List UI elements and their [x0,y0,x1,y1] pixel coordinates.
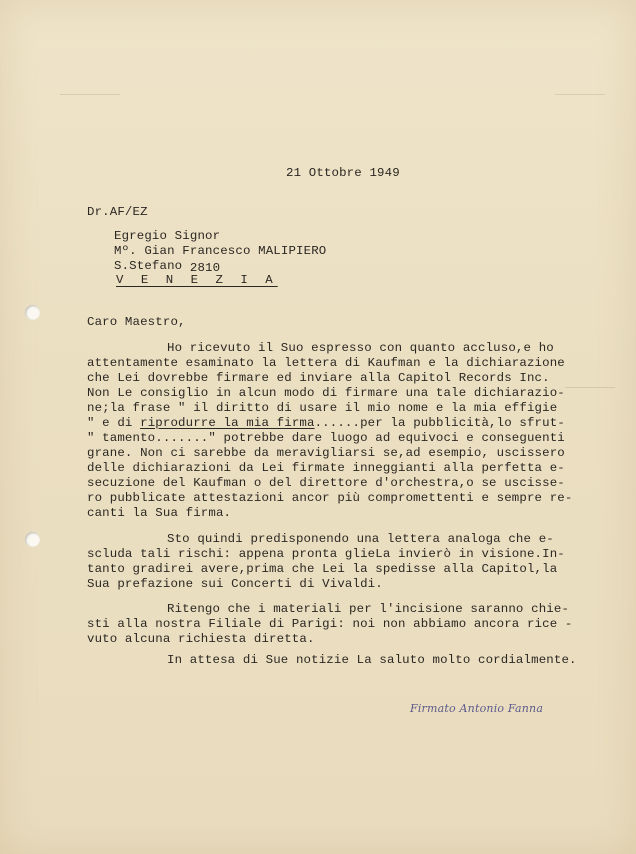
street-name: S.Stefano [114,259,183,273]
paragraph-line: grane. Non ci sarebbe da meravigliarsi se,ad esempio, uscissero [87,446,565,460]
paper-crease [565,387,615,388]
paragraph-line: ne;la frase " il diritto di usare il mio nome e la mia effigie [87,401,558,415]
punch-hole [25,532,40,547]
paragraph-line [87,416,565,431]
paragraph-line: vuto alcuna richiesta diretta. [87,632,315,646]
greeting: Caro Maestro, [87,315,186,329]
recipient-city: V E N E Z I A [116,273,278,287]
paper-crease [555,94,605,95]
paragraph-line: Non Le consiglio in alcun modo di firmare una tale dichiarazio- [87,386,565,400]
paragraph-line: attentamente esaminato la lettera di Kaufman e la dichiarazione [87,356,565,370]
paragraph-line: sti alla nostra Filiale di Parigi: noi non abbiamo ancora rice - [87,617,573,631]
paragraph-line: Ritengo che i materiali per l'incisione saranno chie- [167,602,570,616]
reference-code: Dr.AF/EZ [87,205,148,219]
paragraph-line: " tamento......." potrebbe dare luogo ad equivoci e conseguenti [87,431,565,445]
closing-line: In attesa di Sue notizie La saluto molto cordialmente. [167,653,577,667]
underlined-phrase: riprodurre la mia firma [140,416,315,430]
paragraph-line: Sua prefazione sui Concerti di Vivaldi. [87,577,383,591]
signature-stamp: Firmato Antonio Fanna [410,702,544,715]
recipient-name: Mº. Gian Francesco MALIPIERO [114,244,327,258]
punch-hole [25,305,40,320]
paragraph-line: canti la Sua firma. [87,506,232,520]
paper-crease [60,94,120,95]
paragraph-line: delle dichiarazioni da Lei firmate inneggianti alla perfetta e- [87,461,565,475]
paragraph-line: che Lei dovrebbe firmare ed inviare alla Capitol Records Inc. [87,371,550,385]
line-segment: " e di [87,416,141,430]
paragraph-line: secuzione del Kaufman o del direttore d'orchestra,o se uscisse- [87,476,565,490]
recipient-salutation: Egregio Signor [114,229,221,243]
recipient-street [114,259,220,274]
letter-date: 21 Ottobre 1949 [286,166,400,180]
street-number: 2810 [189,261,221,275]
paragraph-line: scluda tali rischi: appena pronta glieLa invierò in visione.In- [87,547,565,561]
line-segment: ......per la pubblicità,lo sfrut- [314,416,565,430]
paragraph-line: ro pubblicate attestazioni ancor più compromettenti e sempre re- [87,491,573,505]
paragraph-line: Ho ricevuto il Suo espresso con quanto accluso,e ho [167,341,554,355]
paragraph-line: Sto quindi predisponendo una lettera analoga che e- [167,532,554,546]
paragraph-line: tanto gradirei avere,prima che Lei la spedisse alla Capitol,la [87,562,558,576]
